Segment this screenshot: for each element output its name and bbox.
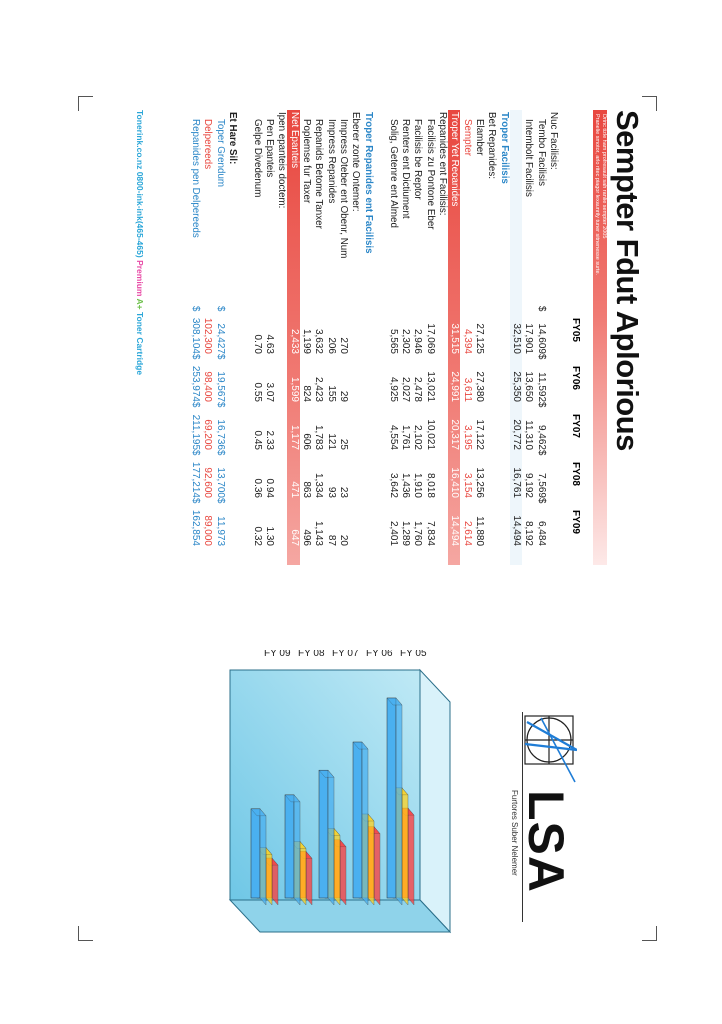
cell-value: 13,650	[523, 371, 535, 402]
currency-symbol: $	[214, 450, 226, 456]
cell-value: 1,143	[313, 520, 325, 546]
cell-value: 89,000	[202, 515, 214, 546]
chart-top-face	[420, 670, 450, 932]
cell-value: 2,302	[399, 328, 411, 354]
cell-value: 27,380	[473, 371, 485, 402]
table-row	[485, 110, 497, 565]
cell-value: 29	[338, 390, 350, 402]
row-label: Repanides pen Delpereeds	[190, 119, 202, 238]
row-label: Toper Grendum	[214, 119, 226, 188]
chart-category-label: FY 07	[332, 650, 359, 659]
table-row	[399, 110, 411, 565]
row-label: Ipen epanteis doctem:	[276, 112, 288, 209]
row-label: Repanides ent Facilisis:	[436, 112, 448, 216]
cell-value: 7,834	[424, 520, 436, 546]
cell-value: 308,104	[190, 317, 202, 354]
cell-value: 121	[325, 433, 337, 450]
cell-value: 1,760	[412, 520, 424, 546]
footer-part-4: Toner Cartridge	[135, 309, 145, 376]
rotated-report-sheet	[105, 110, 645, 893]
cell-value: 824	[301, 385, 313, 402]
table-row	[312, 110, 324, 565]
cell-value: 177,214	[190, 461, 202, 498]
row-label: Nuc Facilisis:	[548, 112, 559, 170]
table-row	[275, 110, 287, 565]
cell-value: 2,102	[412, 424, 424, 450]
row-label: Renters ent Dictiument	[399, 119, 411, 219]
chart-bar-top	[306, 851, 312, 905]
cell-value: 20,317	[449, 419, 461, 450]
cell-value: 31,515	[449, 323, 461, 354]
row-label: Troper Repanides ent Facilisis	[362, 112, 374, 254]
cell-value: 20	[338, 534, 350, 546]
cell-value: 14,609	[535, 323, 547, 354]
cell-value: 2,614	[461, 520, 473, 546]
cell-value: 863	[301, 481, 313, 498]
table-row	[263, 110, 275, 565]
subtitle-line-2: Pranelie smotor, arlo ritec piagor lexaunrily tuner sitnenesse surte.	[594, 114, 600, 276]
cell-value: 1,783	[313, 424, 325, 450]
column-header: FY08	[570, 462, 581, 486]
cell-value: 496	[301, 529, 313, 546]
cell-value: 1,177	[288, 424, 300, 450]
table-row	[324, 110, 336, 565]
currency-symbol: $	[214, 354, 226, 360]
cell-value: 1,199	[301, 328, 313, 354]
column-header: FY07	[570, 414, 581, 438]
lsa-logo	[485, 650, 595, 950]
row-label: Solig, Getenre ent Almed	[387, 119, 399, 228]
chart-category-label: FY 05	[400, 650, 427, 659]
chart-bar-top	[266, 848, 272, 905]
cell-value: 7,569	[535, 472, 547, 498]
crop-mark-top-left	[78, 96, 93, 111]
table-row	[547, 110, 559, 565]
financial-table	[189, 110, 559, 565]
currency-symbol: $	[535, 450, 547, 456]
cell-value: 3,642	[387, 472, 399, 498]
chart-bar	[319, 770, 328, 898]
cell-value: 20,772	[510, 419, 522, 450]
logo-text: LSA	[518, 790, 574, 893]
table-row	[436, 110, 448, 565]
chart-bar	[251, 809, 260, 898]
row-label: Sempter	[461, 119, 473, 157]
table-row	[460, 110, 472, 565]
chart-bar-top	[374, 827, 380, 905]
cell-value: 1,334	[313, 472, 325, 498]
row-label: Tembo Facilisis	[535, 119, 547, 186]
table-row	[213, 110, 225, 565]
cell-value: 14,494	[449, 515, 461, 546]
chart-bar-top	[368, 814, 374, 905]
cell-value: 4,394	[461, 328, 473, 354]
row-label: Facilisis be Reptor	[412, 119, 424, 200]
chart-bar-top	[402, 788, 408, 905]
cell-value: 25,350	[510, 371, 522, 402]
chart-svg	[220, 650, 460, 950]
row-label: Troper Yet Reoanides	[449, 112, 461, 207]
table-row	[226, 110, 238, 565]
cell-value: 4.63	[264, 334, 276, 354]
chart-bar-top	[328, 770, 334, 905]
table-row	[201, 110, 213, 565]
cell-value: 1,761	[399, 424, 411, 450]
table-row	[238, 110, 250, 565]
footer-advert	[135, 110, 145, 375]
footer-part-2: Premium	[135, 257, 145, 297]
chart-bar-top	[408, 808, 414, 905]
cell-value: 0.36	[251, 478, 263, 498]
bar-chart-3d	[220, 650, 460, 950]
chart-bar-top	[294, 795, 300, 905]
currency-symbol: $	[190, 498, 202, 504]
table-row	[497, 110, 509, 565]
row-label: Net Epanteis	[288, 112, 300, 169]
cell-value: 17,122	[473, 419, 485, 450]
cell-value: 9,192	[523, 472, 535, 498]
table-row	[510, 110, 522, 565]
chart-category-label: FY 06	[366, 650, 393, 659]
cell-value: 1,436	[399, 472, 411, 498]
currency-symbol: $	[214, 402, 226, 408]
currency-symbol: $	[214, 306, 226, 312]
table-row	[448, 110, 460, 565]
cell-value: 9,462	[535, 424, 547, 450]
row-label: Bet Repanides:	[486, 112, 498, 179]
currency-symbol: $	[535, 306, 547, 312]
cell-value: 471	[288, 481, 300, 498]
cell-value: 16,761	[510, 467, 522, 498]
cell-value: 0.94	[264, 478, 276, 498]
cell-value: 23	[338, 486, 350, 498]
column-header: FY06	[570, 366, 581, 390]
table-row	[287, 110, 299, 565]
cell-value: 13,256	[473, 467, 485, 498]
cell-value: 5,565	[387, 328, 399, 354]
cell-value: 270	[338, 337, 350, 354]
cell-value: 69,200	[202, 419, 214, 450]
row-label: Delpereeds	[202, 119, 214, 170]
cell-value: 11,880	[473, 516, 485, 546]
row-label: Poplemse fur Taxer	[301, 119, 313, 204]
cell-value: 162,854	[190, 509, 202, 546]
currency-symbol: $	[190, 306, 202, 312]
cell-value: 17,901	[523, 323, 535, 354]
row-label: Pen Epanteis	[264, 119, 276, 178]
cell-value: 2,027	[399, 376, 411, 402]
cell-value: 2,946	[412, 328, 424, 354]
cell-value: 1,599	[288, 376, 300, 402]
table-row	[337, 110, 349, 565]
row-label: Facilisis zu Pontone Eber	[424, 119, 436, 230]
cell-value: 93	[325, 486, 337, 498]
currency-symbol: $	[535, 402, 547, 408]
cell-value: 27,125	[473, 323, 485, 354]
chart-bar	[353, 742, 362, 898]
cell-value: 3,611	[461, 377, 473, 402]
chart-category-label: FY 08	[298, 650, 325, 659]
chart-bar-top	[260, 809, 266, 905]
crop-mark-bottom-right	[642, 926, 657, 941]
table-row	[386, 110, 398, 565]
cell-value: 19,567	[214, 371, 226, 402]
chart-labels	[264, 650, 427, 659]
row-label: Intembolt Facilisis	[523, 119, 535, 197]
row-label: Troper Facilisis	[498, 112, 510, 184]
column-headers	[567, 110, 581, 565]
cell-value: 155	[325, 385, 337, 402]
cell-value: 24,427	[214, 323, 226, 354]
cell-value: 11,592	[535, 372, 547, 402]
table-row	[423, 110, 435, 565]
chart-bar-top	[340, 840, 346, 905]
cell-value: 8,192	[523, 520, 535, 546]
cell-value: 1.30	[264, 526, 276, 546]
cell-value: 16,736	[214, 419, 226, 450]
cell-value: 11,973	[214, 516, 226, 546]
row-label: Eberer zonte Ontemer:	[350, 112, 362, 212]
logo-subtext: Furtores Suber Nelemer	[510, 790, 519, 876]
cell-value: 0.32	[251, 526, 263, 546]
chart-category-label: FY 09	[264, 650, 291, 659]
table-row	[411, 110, 423, 565]
subtitle-bar	[593, 110, 607, 565]
cell-value: 1,910	[412, 472, 424, 498]
cell-value: 0.55	[251, 382, 263, 402]
cell-value: 2,433	[288, 328, 300, 354]
cell-value: 24,991	[449, 371, 461, 402]
cell-value: 4,554	[387, 424, 399, 450]
cell-value: 87	[325, 534, 337, 546]
column-header: FY09	[570, 510, 581, 534]
row-label: Repanids Betome Tanxer	[313, 119, 325, 229]
cell-value: 13,700	[214, 467, 226, 498]
table-row	[300, 110, 312, 565]
cell-value: 3,632	[313, 328, 325, 354]
cell-value: 0.70	[251, 334, 263, 354]
cell-value: 6,484	[535, 520, 547, 546]
table-row	[349, 110, 361, 565]
cell-value: 3,195	[461, 424, 473, 450]
cell-value: 1,289	[399, 520, 411, 546]
cell-value: 4,925	[387, 376, 399, 402]
chart-bar-top	[362, 742, 368, 905]
row-label: Gelpe Divedenum	[251, 119, 263, 198]
cell-value: 13,021	[424, 371, 436, 402]
cell-value: 14,494	[510, 515, 522, 546]
currency-symbol: $	[535, 498, 547, 504]
report-title: Sempter Fdut Aplorious	[610, 110, 645, 451]
chart-bar	[387, 698, 396, 898]
currency-symbol: $	[190, 402, 202, 408]
crop-mark-top-right	[642, 96, 657, 111]
table-row	[522, 110, 534, 565]
chart-bar	[285, 795, 294, 898]
currency-symbol: $	[535, 354, 547, 360]
subtitle-line-1: Drinc tizle ham profresault sah ranlie sempter 2005	[601, 114, 607, 239]
chart-bar-top	[334, 828, 340, 905]
chart-bar-top	[396, 698, 402, 905]
cell-value: 10,021	[424, 419, 436, 450]
row-label: Et Hare Sil:	[227, 112, 239, 165]
table-row	[362, 110, 374, 565]
footer-part-1: Tonerink.co.nz 0800-ink-ink(465-465)	[135, 110, 145, 258]
footer-part-3: A+	[135, 296, 145, 310]
cell-value: 25	[338, 438, 350, 450]
cell-value: 3.07	[264, 382, 276, 402]
column-header: FY05	[570, 318, 581, 342]
cell-value: 253,974	[190, 365, 202, 402]
logo-mark-icon	[521, 710, 577, 788]
cell-value: 11,310	[523, 420, 535, 450]
cell-value: 92,600	[202, 467, 214, 498]
cell-value: 17,069	[424, 323, 436, 354]
currency-symbol: $	[190, 450, 202, 456]
cell-value: 211,195	[190, 414, 202, 450]
cell-value: 2,478	[412, 376, 424, 402]
currency-symbol: $	[190, 354, 202, 360]
cell-value: 0.45	[251, 430, 263, 450]
table-row	[189, 110, 201, 565]
cell-value: 8,018	[424, 472, 436, 498]
table-row	[534, 110, 546, 565]
row-label: Impress Repanides	[325, 119, 337, 204]
cell-value: 2,401	[387, 520, 399, 546]
chart-bar-top	[300, 841, 306, 905]
cell-value: 102,300	[202, 317, 214, 354]
cell-value: 2,423	[313, 376, 325, 402]
cell-value: 606	[301, 433, 313, 450]
table-row	[374, 110, 386, 565]
cell-value: 206	[325, 337, 337, 354]
cell-value: 98,400	[202, 371, 214, 402]
cell-value: 647	[288, 529, 300, 546]
row-label: Impress Oteber ent Obenr, Num	[338, 119, 350, 259]
row-label: Elamber	[473, 119, 485, 156]
cell-value: 2.33	[264, 430, 276, 450]
cell-value: 3,154	[461, 472, 473, 498]
table-row	[250, 110, 262, 565]
currency-symbol: $	[214, 498, 226, 504]
table-row	[473, 110, 485, 565]
crop-mark-bottom-left	[78, 926, 93, 941]
cell-value: 32,510	[510, 323, 522, 354]
cell-value: 16,410	[449, 467, 461, 498]
